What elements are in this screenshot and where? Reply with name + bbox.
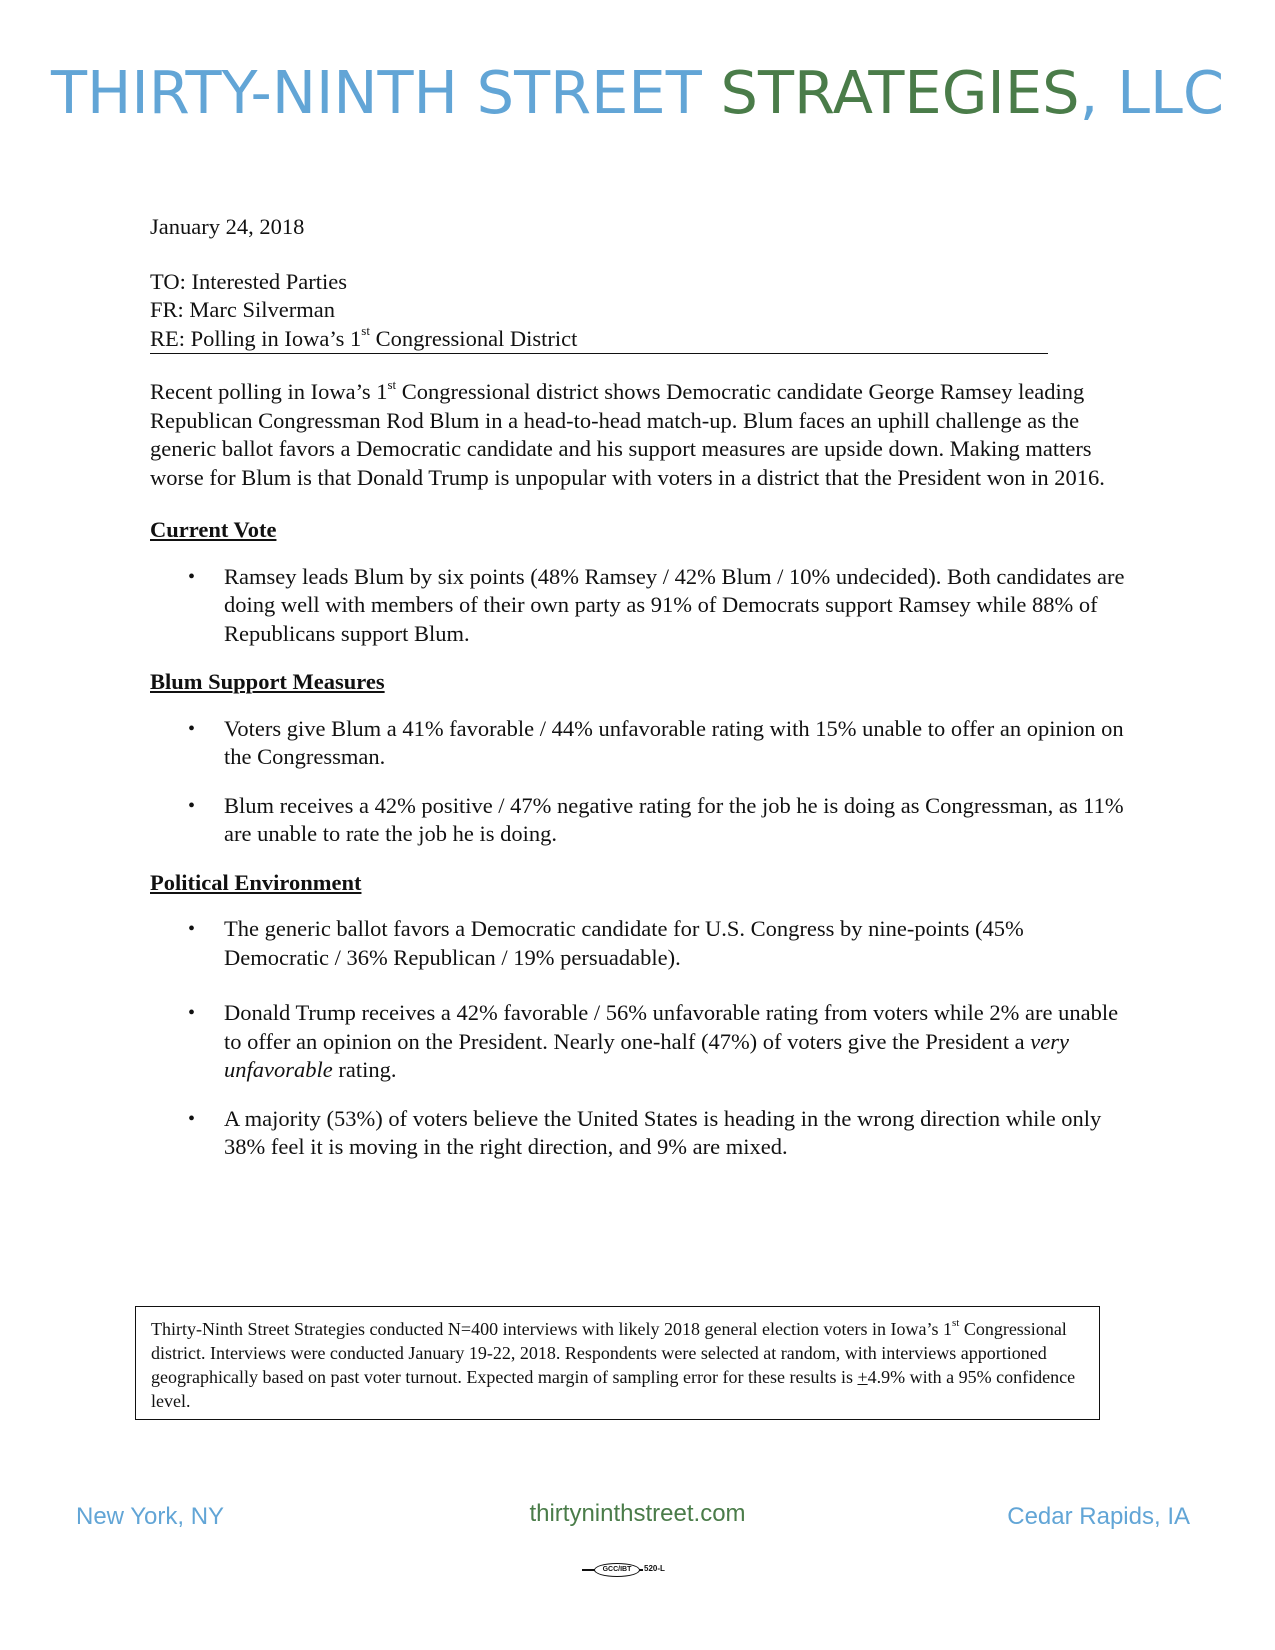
bullet-icon: • bbox=[188, 918, 196, 940]
intro-paragraph bbox=[150, 378, 1125, 492]
bullet-text-a: Donald Trump receives a 42% favorable / 56% unfavorable rating from voters while 2% are unable to offer an opinion on the President. Nearly one-half (47%) of voters give the President a bbox=[224, 1000, 1119, 1054]
letterhead-part-thirty-ninth-street: THIRTY-NINTH STREET bbox=[50, 58, 721, 127]
bullet-icon: • bbox=[188, 565, 196, 588]
memo-body bbox=[150, 213, 1125, 1182]
methodology-text-c: 4.9% with a 95% confidence level. bbox=[151, 1367, 1076, 1411]
bullet-text: Voters give Blum a 41% favorable / 44% unfavorable rating with 15% unable to offer an opinion on the Congressman. bbox=[224, 715, 1124, 769]
memo-from: FR: Marc Silverman bbox=[150, 297, 335, 322]
bullet-icon: • bbox=[188, 1002, 196, 1024]
bullet-text-b: rating. bbox=[332, 1057, 397, 1082]
memo-subject-prefix: RE: Polling in Iowa’s 1 bbox=[150, 325, 362, 351]
union-bug-label: GCC/IBT bbox=[594, 1563, 640, 1577]
bullet-text: Ramsey leads Blum by six points (48% Ramsey / 42% Blum / 10% undecided). Both candidates are doing well with members of their own party as 91% of Democrats support Ramsey while 88% of Republicans support Blum. bbox=[224, 563, 1125, 646]
memo-to: TO: Interested Parties bbox=[150, 268, 348, 294]
list-item bbox=[150, 563, 1125, 649]
memo-subject-ordinal: st bbox=[361, 323, 370, 338]
section-heading-current-vote: Current Vote bbox=[150, 517, 277, 542]
list-item bbox=[150, 792, 1125, 849]
bullet-text: A majority (53%) of voters believe the United States is heading in the wrong direction while only 38% feel it is moving in the right direction, and 9% are mixed. bbox=[224, 1105, 1102, 1159]
memo-subject-suffix: Congressional District bbox=[369, 325, 578, 351]
political-environment-list bbox=[150, 915, 1125, 1162]
memo-date: January 24, 2018 bbox=[150, 214, 305, 239]
memo-subject bbox=[150, 325, 1048, 355]
bullet-icon: • bbox=[188, 1107, 196, 1130]
list-item bbox=[150, 715, 1125, 772]
section-heading-blum-support: Blum Support Measures bbox=[150, 669, 385, 694]
footer-office-new-york: New York, NY bbox=[76, 1503, 225, 1530]
letterhead-title bbox=[0, 58, 1275, 128]
bullet-icon: • bbox=[188, 717, 196, 740]
intro-text-b: Congressional district shows Democratic candidate George Ramsey leading Republican Congressman Rod Blum in a head-to-head match-up. Blum faces an uphill challenge as the generic ballot favors a Democratic candidate and his support measures are upside down. Making matters worse for Blum is that Donald Trump is unpopular with voters in a district that the President won in 2016. bbox=[150, 379, 1105, 490]
intro-text-a: Recent polling in Iowa’s 1 bbox=[150, 379, 388, 404]
union-bug-icon bbox=[580, 1562, 676, 1580]
bullet-text: The generic ballot favors a Democratic candidate for U.S. Congress by nine-points (45% Democratic / 36% Republican / 19% persuadable). bbox=[224, 916, 1024, 970]
methodology-text-a: Thirty-Ninth Street Strategies conducted N=400 interviews with likely 2018 general election voters in Iowa’s 1 bbox=[151, 1319, 952, 1339]
list-item bbox=[150, 999, 1125, 1085]
list-item bbox=[150, 1105, 1125, 1162]
bullet-text: Blum receives a 42% positive / 47% negative rating for the job he is doing as Congressman, as 11% are unable to rate the job he is doing. bbox=[224, 792, 1124, 846]
bullet-emphasis: very unfavorable bbox=[224, 1028, 1069, 1082]
bullet-icon: • bbox=[188, 794, 196, 817]
letterhead-part-llc: , LLC bbox=[1079, 58, 1225, 127]
letterhead-part-strategies: STRATEGIES bbox=[720, 58, 1080, 127]
current-vote-list bbox=[150, 563, 1125, 649]
methodology-box bbox=[135, 1306, 1100, 1420]
section-heading-political-environment: Political Environment bbox=[150, 869, 362, 895]
methodology-ordinal: st bbox=[951, 1317, 960, 1329]
footer-website-link[interactable]: thirtyninthstreet.com bbox=[529, 1500, 746, 1527]
plus-minus-sign: + bbox=[857, 1367, 868, 1387]
intro-ordinal: st bbox=[387, 376, 397, 392]
union-bug-number: 520-L bbox=[644, 1564, 665, 1573]
list-item bbox=[150, 915, 1125, 972]
footer-office-cedar-rapids: Cedar Rapids, IA bbox=[1007, 1503, 1190, 1530]
blum-support-list bbox=[150, 715, 1125, 849]
methodology-text-b: Congressional district. Interviews were conducted January 19-22, 2018. Respondents were selected at random, with interviews apportioned geographically based on past voter turnout. Expected margin of sampling error for these results is bbox=[151, 1319, 1067, 1387]
